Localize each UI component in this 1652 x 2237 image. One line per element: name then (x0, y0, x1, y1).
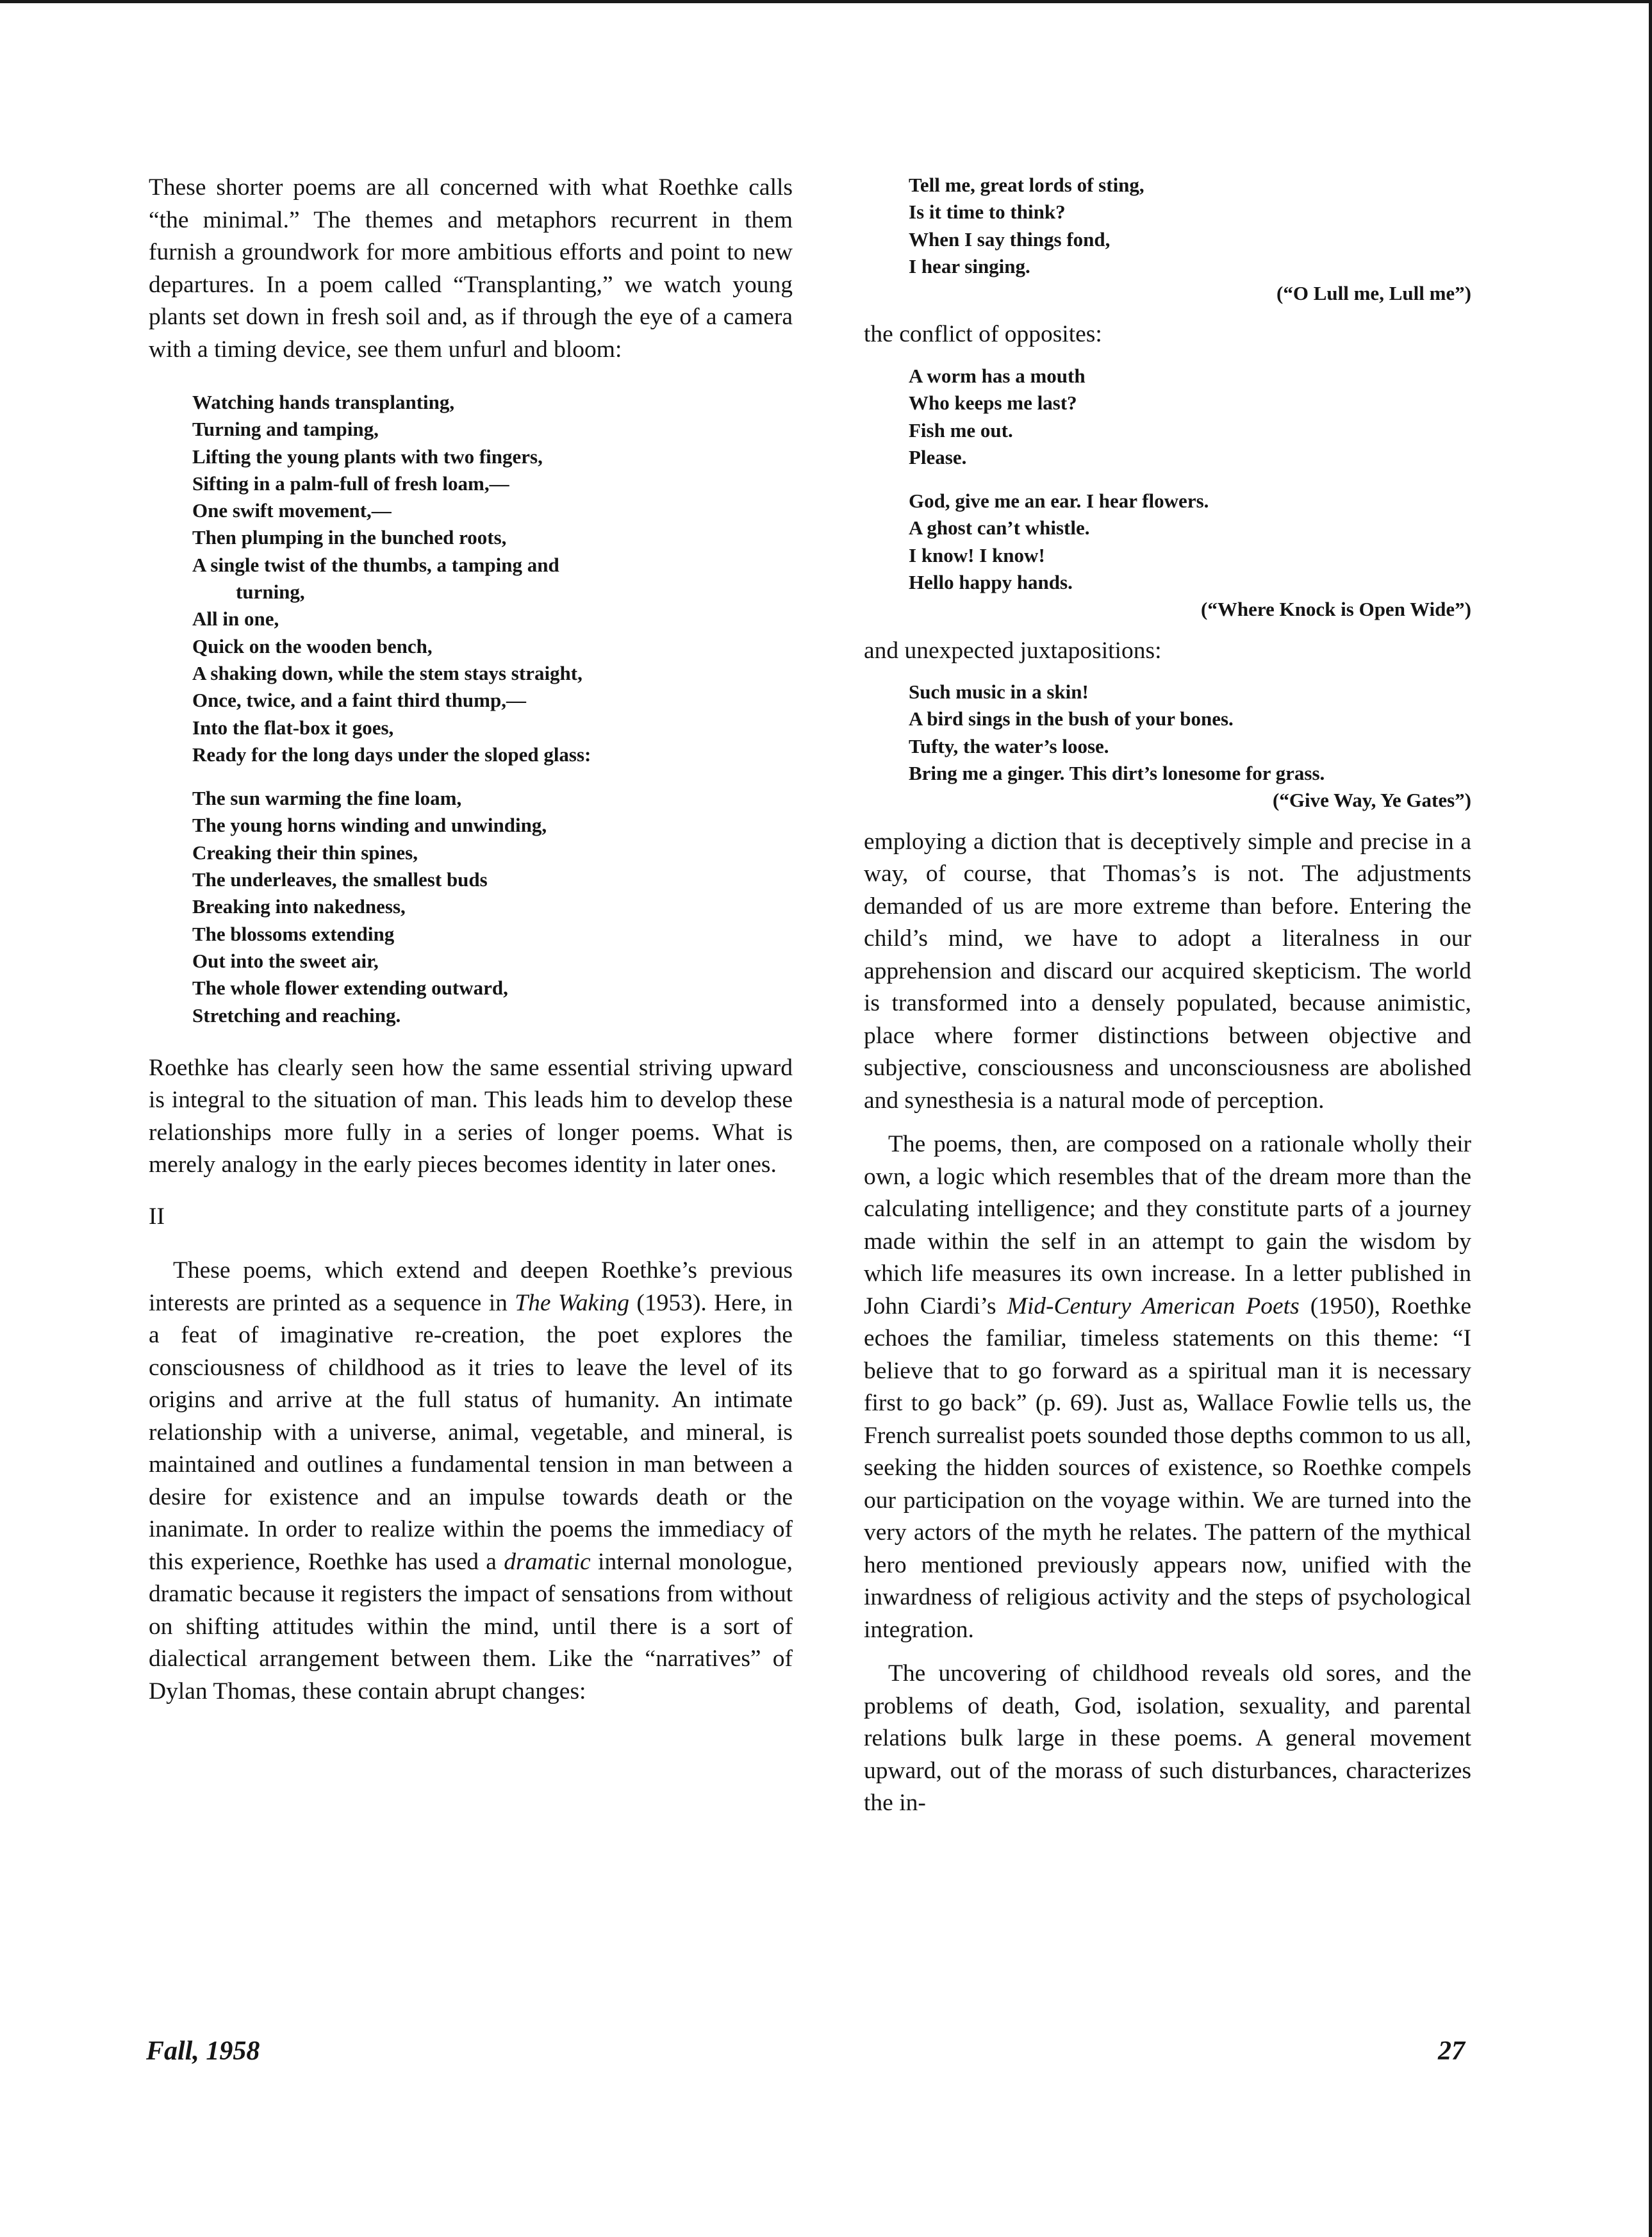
paragraph-waking (149, 1255, 793, 1708)
emphasis-dramatic: dramatic (504, 1548, 591, 1575)
poem-line: Such music in a skin! (909, 681, 1089, 704)
poem-stanza-2 (192, 785, 793, 1029)
poem-line: Quick on the wooden bench, (192, 634, 433, 657)
poem-line: Tell me, great lords of sting, (909, 174, 1144, 196)
paragraph-striving: Roethke has clearly seen how the same essential striving upward is integral to the situation of man. This leads him to develop these relationships more fully in a series of longer poems. What is merely analogy in the early pieces becomes identity in later ones. (149, 1054, 793, 1178)
text-segment: The poems, then, are composed on a rationale wholly their own, a logic which resembles that of the dream more than the calculating intelligence; and they constitute parts of a journey made within the self in an attempt to gain the wisdom by which life measures its own increase. In a letter published in John Ciardi’s (864, 1131, 1471, 1319)
footer-issue-date: Fall, 1958 (146, 2036, 260, 2066)
text-segment: These poems, which extend and deepen Roethke’s previous interests are printed as a sequence in (149, 1257, 793, 1316)
poem-line: Who keeps me last? (909, 392, 1077, 415)
poem-line: A single twist of the thumbs, a tamping and (192, 553, 559, 576)
poem-line: The whole flower extending outward, (192, 977, 508, 1000)
poem-line: Into the flat-box it goes, (192, 716, 394, 739)
bridge-text-juxtapositions: and unexpected juxtapositions: (864, 637, 1162, 664)
poem-line: The blossoms extending (192, 922, 395, 945)
quote-lull-me (864, 172, 1471, 307)
poem-line: Creaking their thin spines, (192, 841, 418, 864)
bridge-text-opposites: the conflict of opposites: (864, 321, 1102, 348)
poem-line: When I say things fond, (909, 227, 1111, 251)
poem-line: Please. (909, 445, 967, 468)
poem-line: Turning and tamping, (192, 418, 379, 441)
poem-transplanting (149, 389, 793, 1029)
right-column (864, 172, 1471, 1820)
quote-lines (909, 172, 1471, 280)
poem-line: Stretching and reaching. (192, 1003, 401, 1027)
poem-line: Lifting the young plants with two fingers, (192, 445, 543, 468)
page-number: 27 (1438, 2036, 1465, 2066)
poem-line: One swift movement,— (192, 499, 392, 522)
quote-citation: (“Where Knock is Open Wide”) (1201, 598, 1471, 621)
poem-line: Ready for the long days under the sloped glass: (192, 743, 591, 766)
poem-line: A shaking down, while the stem stays straight, (192, 661, 582, 684)
poem-line: I hear singing. (909, 254, 1030, 277)
poem-line: Sifting in a palm-full of fresh loam,— (192, 472, 509, 495)
paragraph-intro: These shorter poems are all concerned with what Roethke calls “the minimal.” The themes and metaphors recurrent in them furnish a groundwork for more ambitious efforts and point to new departures. In a poem called “Transplanting,” we watch young plants set down in fresh soil and, as if through the eye of a camera with a timing device, see them unfurl and bloom: (149, 174, 793, 363)
book-title-mid-century: Mid-Century American Poets (1007, 1292, 1300, 1319)
poem-stanza-1 (192, 389, 793, 768)
paragraph-rationale (864, 1128, 1471, 1646)
poem-line: A ghost can’t whistle. (909, 516, 1090, 540)
quote-give-way-ye-gates (864, 679, 1471, 814)
quote-lines (909, 363, 1471, 471)
poem-line: A worm has a mouth (909, 364, 1086, 387)
poem-line: Then plumping in the bunched roots, (192, 526, 507, 549)
right-border (1649, 0, 1652, 2237)
quote-citation: (“O Lull me, Lull me”) (1276, 282, 1471, 305)
poem-line: Tufty, the water’s loose. (909, 734, 1109, 757)
poem-line: Watching hands transplanting, (192, 391, 455, 413)
poem-line: The underleaves, the smallest buds (192, 868, 488, 891)
poem-line: Once, twice, and a faint third thump,— (192, 689, 526, 712)
quote-lines (909, 488, 1471, 596)
left-column (149, 172, 793, 1708)
quote-knock-open-wide (864, 363, 1471, 623)
text-segment: (1950), Roethke echoes the familiar, timeless statements on this theme: “I believe that to go forward as a spiritual man it is necessary first to go back” (p. 69). Just as, Wallace Fowlie tells us, the French surrealist poets sounded those depths common to us all, seeking the hidden sources of existence, so Roethke compels our participation on the voyage within. We are turned into the very actors of the myth he relates. The pattern of the mythical hero mentioned previously appears now, unified with the inwardness of religious activity and the steps of psychological integration. (864, 1292, 1472, 1643)
poem-line: Is it time to think? (909, 201, 1066, 224)
poem-line: God, give me an ear. I hear flowers. (909, 490, 1209, 513)
section-heading: II (149, 1203, 165, 1230)
quote-lines (909, 679, 1471, 787)
paragraph-childhood: The uncovering of childhood reveals old sores, and the problems of death, God, isolation, sexuality, and parental relations bulk large in these poems. A general movement upward, out of the morass of such disturbances, characterizes the in- (864, 1660, 1471, 1817)
poem-line: Breaking into nakedness, (192, 895, 406, 918)
poem-line: Hello happy hands. (909, 571, 1073, 594)
book-title-the-waking: The Waking (515, 1289, 630, 1316)
poem-line: I know! I know! (909, 543, 1045, 566)
poem-line: All in one, (192, 607, 279, 631)
poem-line: turning, (236, 581, 305, 604)
poem-line: The young horns winding and unwinding, (192, 814, 547, 837)
poem-line: Out into the sweet air, (192, 949, 379, 972)
poem-line: Bring me a ginger. This dirt’s lonesome for grass. (909, 762, 1325, 785)
text-segment: (1953). Here, in a feat of imaginative re-creation, the poet explores the consciousness of childhood as it tries to leave the level of its origins and arrive at the full status of humanity. An intimate relationship with a universe, animal, vegetable, and mineral, is maintained and outlines a fundamental tension in man between a desire for existence and an impulse towards death or the inanimate. In order to realize within the poems the immediacy of this experience, Roethke has used a (149, 1289, 793, 1575)
quote-citation: (“Give Way, Ye Gates”) (1273, 789, 1471, 812)
text-segment: internal monologue, dramatic because it registers the impact of sensations from without on shifting attitudes within the mind, until there is a sort of dialectical arrangement between them. Like the “narratives” of Dylan Thomas, these contain abrupt changes: (149, 1548, 793, 1705)
poem-line: Fish me out. (909, 418, 1013, 442)
paragraph-diction: employing a diction that is deceptively simple and precise in a way, of course, that Thomas’s is not. The adjustments demanded of us are more extreme than before. Entering the child’s mind, we have to adopt a literalness in our apprehension and discard our acquired skepticism. The world is transformed into a densely populated, because animistic, place where former distinctions between objective and subjective, consciousness and unconsciousness are abolished and synesthesia is a natural mode of perception. (864, 828, 1471, 1114)
top-border (0, 0, 1652, 3)
poem-line: A bird sings in the bush of your bones. (909, 707, 1234, 731)
poem-line: The sun warming the fine loam, (192, 787, 462, 810)
